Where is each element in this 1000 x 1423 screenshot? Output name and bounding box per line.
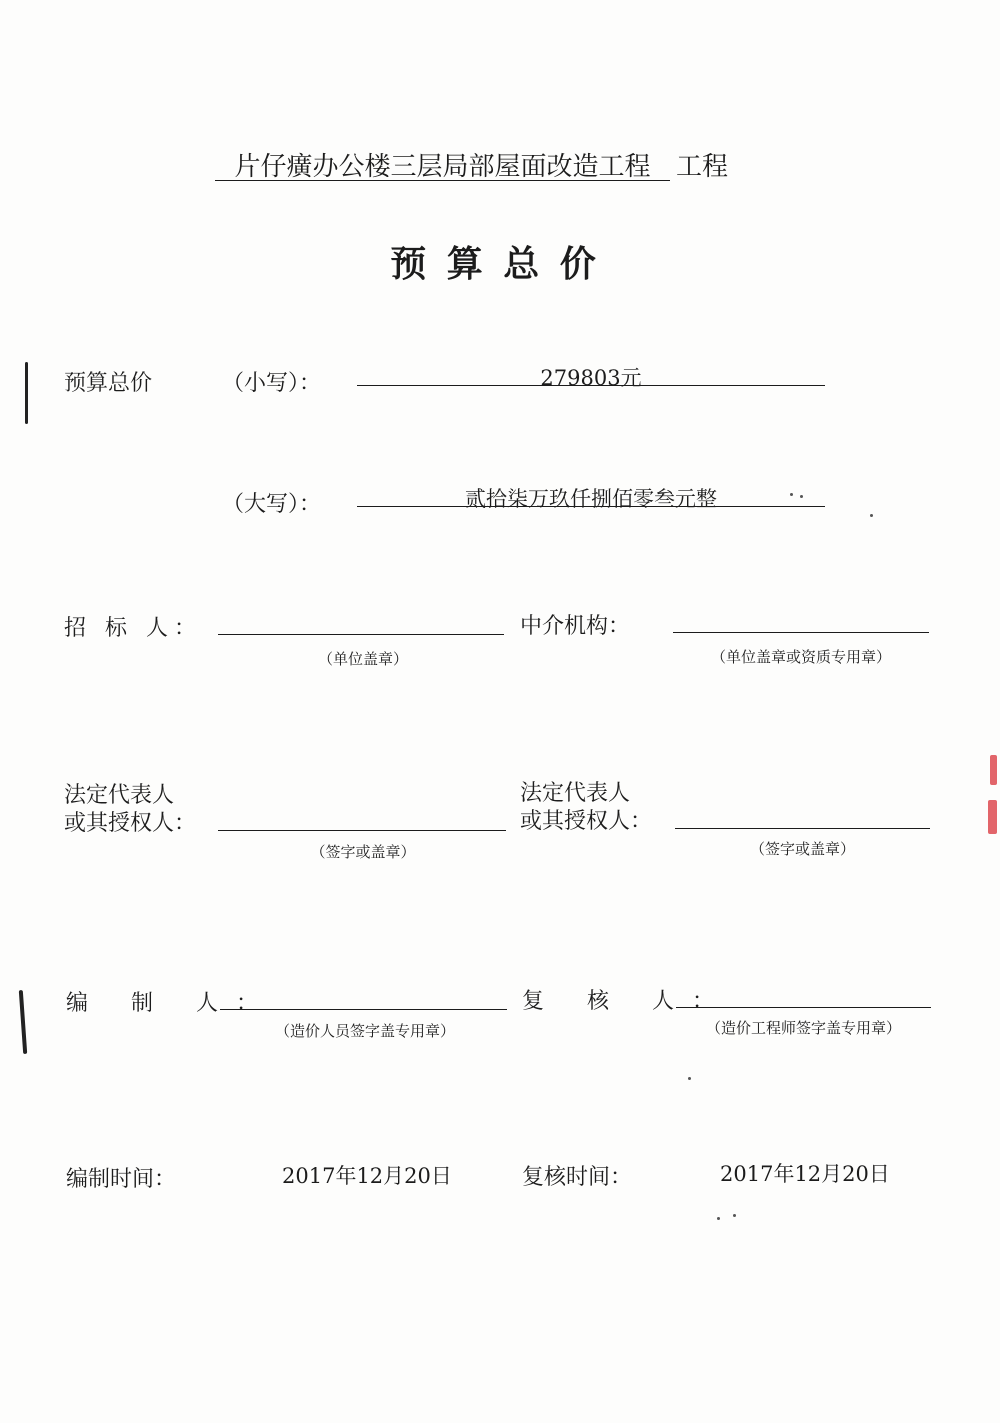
reviewer-label: 复 核 人： bbox=[522, 989, 732, 1014]
prepared-date-value: 2017年12月20日 bbox=[282, 1164, 452, 1188]
tenderer-label: 招 标 人： bbox=[64, 616, 202, 641]
legal-rep-left-note: （签字或盖章） bbox=[310, 843, 416, 861]
reviewed-date-label: 复核时间： bbox=[522, 1165, 633, 1190]
total-lower-label: （小写）： bbox=[222, 371, 322, 396]
binding-mark-upper bbox=[25, 362, 28, 424]
preparer-label: 编 制 人： bbox=[66, 991, 276, 1016]
project-suffix: 工程 bbox=[676, 152, 729, 182]
agency-line bbox=[673, 632, 929, 633]
reviewed-date-value: 2017年12月20日 bbox=[720, 1162, 890, 1186]
tenderer-line bbox=[218, 634, 504, 635]
speck bbox=[870, 514, 873, 517]
legal-rep-left-line2: 或其授权人： bbox=[64, 811, 197, 836]
speck bbox=[800, 495, 803, 498]
legal-rep-right-line bbox=[675, 828, 930, 829]
speck bbox=[688, 1077, 691, 1080]
stamp-edge-bottom bbox=[988, 800, 997, 834]
reviewer-line bbox=[676, 1007, 931, 1008]
page-title: 预 算 总 价 bbox=[390, 243, 600, 285]
speck bbox=[733, 1214, 736, 1217]
total-lower-value: 279803元 bbox=[540, 366, 642, 390]
stamp-edge-top bbox=[990, 755, 997, 785]
legal-rep-right-note: （签字或盖章） bbox=[749, 840, 855, 858]
project-name: 片仔癀办公楼三层局部屋面改造工程 bbox=[234, 152, 651, 182]
total-upper-value: 贰拾柒万玖仟捌佰零叁元整 bbox=[465, 487, 717, 511]
agency-note: （单位盖章或资质专用章） bbox=[710, 648, 891, 666]
speck bbox=[790, 493, 793, 496]
legal-rep-left-line bbox=[218, 830, 506, 831]
preparer-line bbox=[220, 1009, 507, 1010]
total-label: 预算总价 bbox=[64, 371, 153, 396]
reviewer-note: （造价工程师签字盖专用章） bbox=[705, 1019, 901, 1037]
agency-label: 中介机构： bbox=[520, 614, 631, 639]
speck bbox=[717, 1217, 720, 1220]
binding-mark-lower bbox=[19, 990, 27, 1054]
legal-rep-right-line1: 法定代表人 bbox=[520, 781, 631, 806]
preparer-note: （造价人员签字盖专用章） bbox=[274, 1022, 455, 1040]
legal-rep-right-line2: 或其授权人： bbox=[520, 809, 653, 834]
tenderer-note: （单位盖章） bbox=[317, 650, 408, 668]
prepared-date-label: 编制时间： bbox=[66, 1167, 177, 1192]
legal-rep-left-line1: 法定代表人 bbox=[64, 783, 175, 808]
total-upper-label: （大写）： bbox=[222, 492, 322, 517]
